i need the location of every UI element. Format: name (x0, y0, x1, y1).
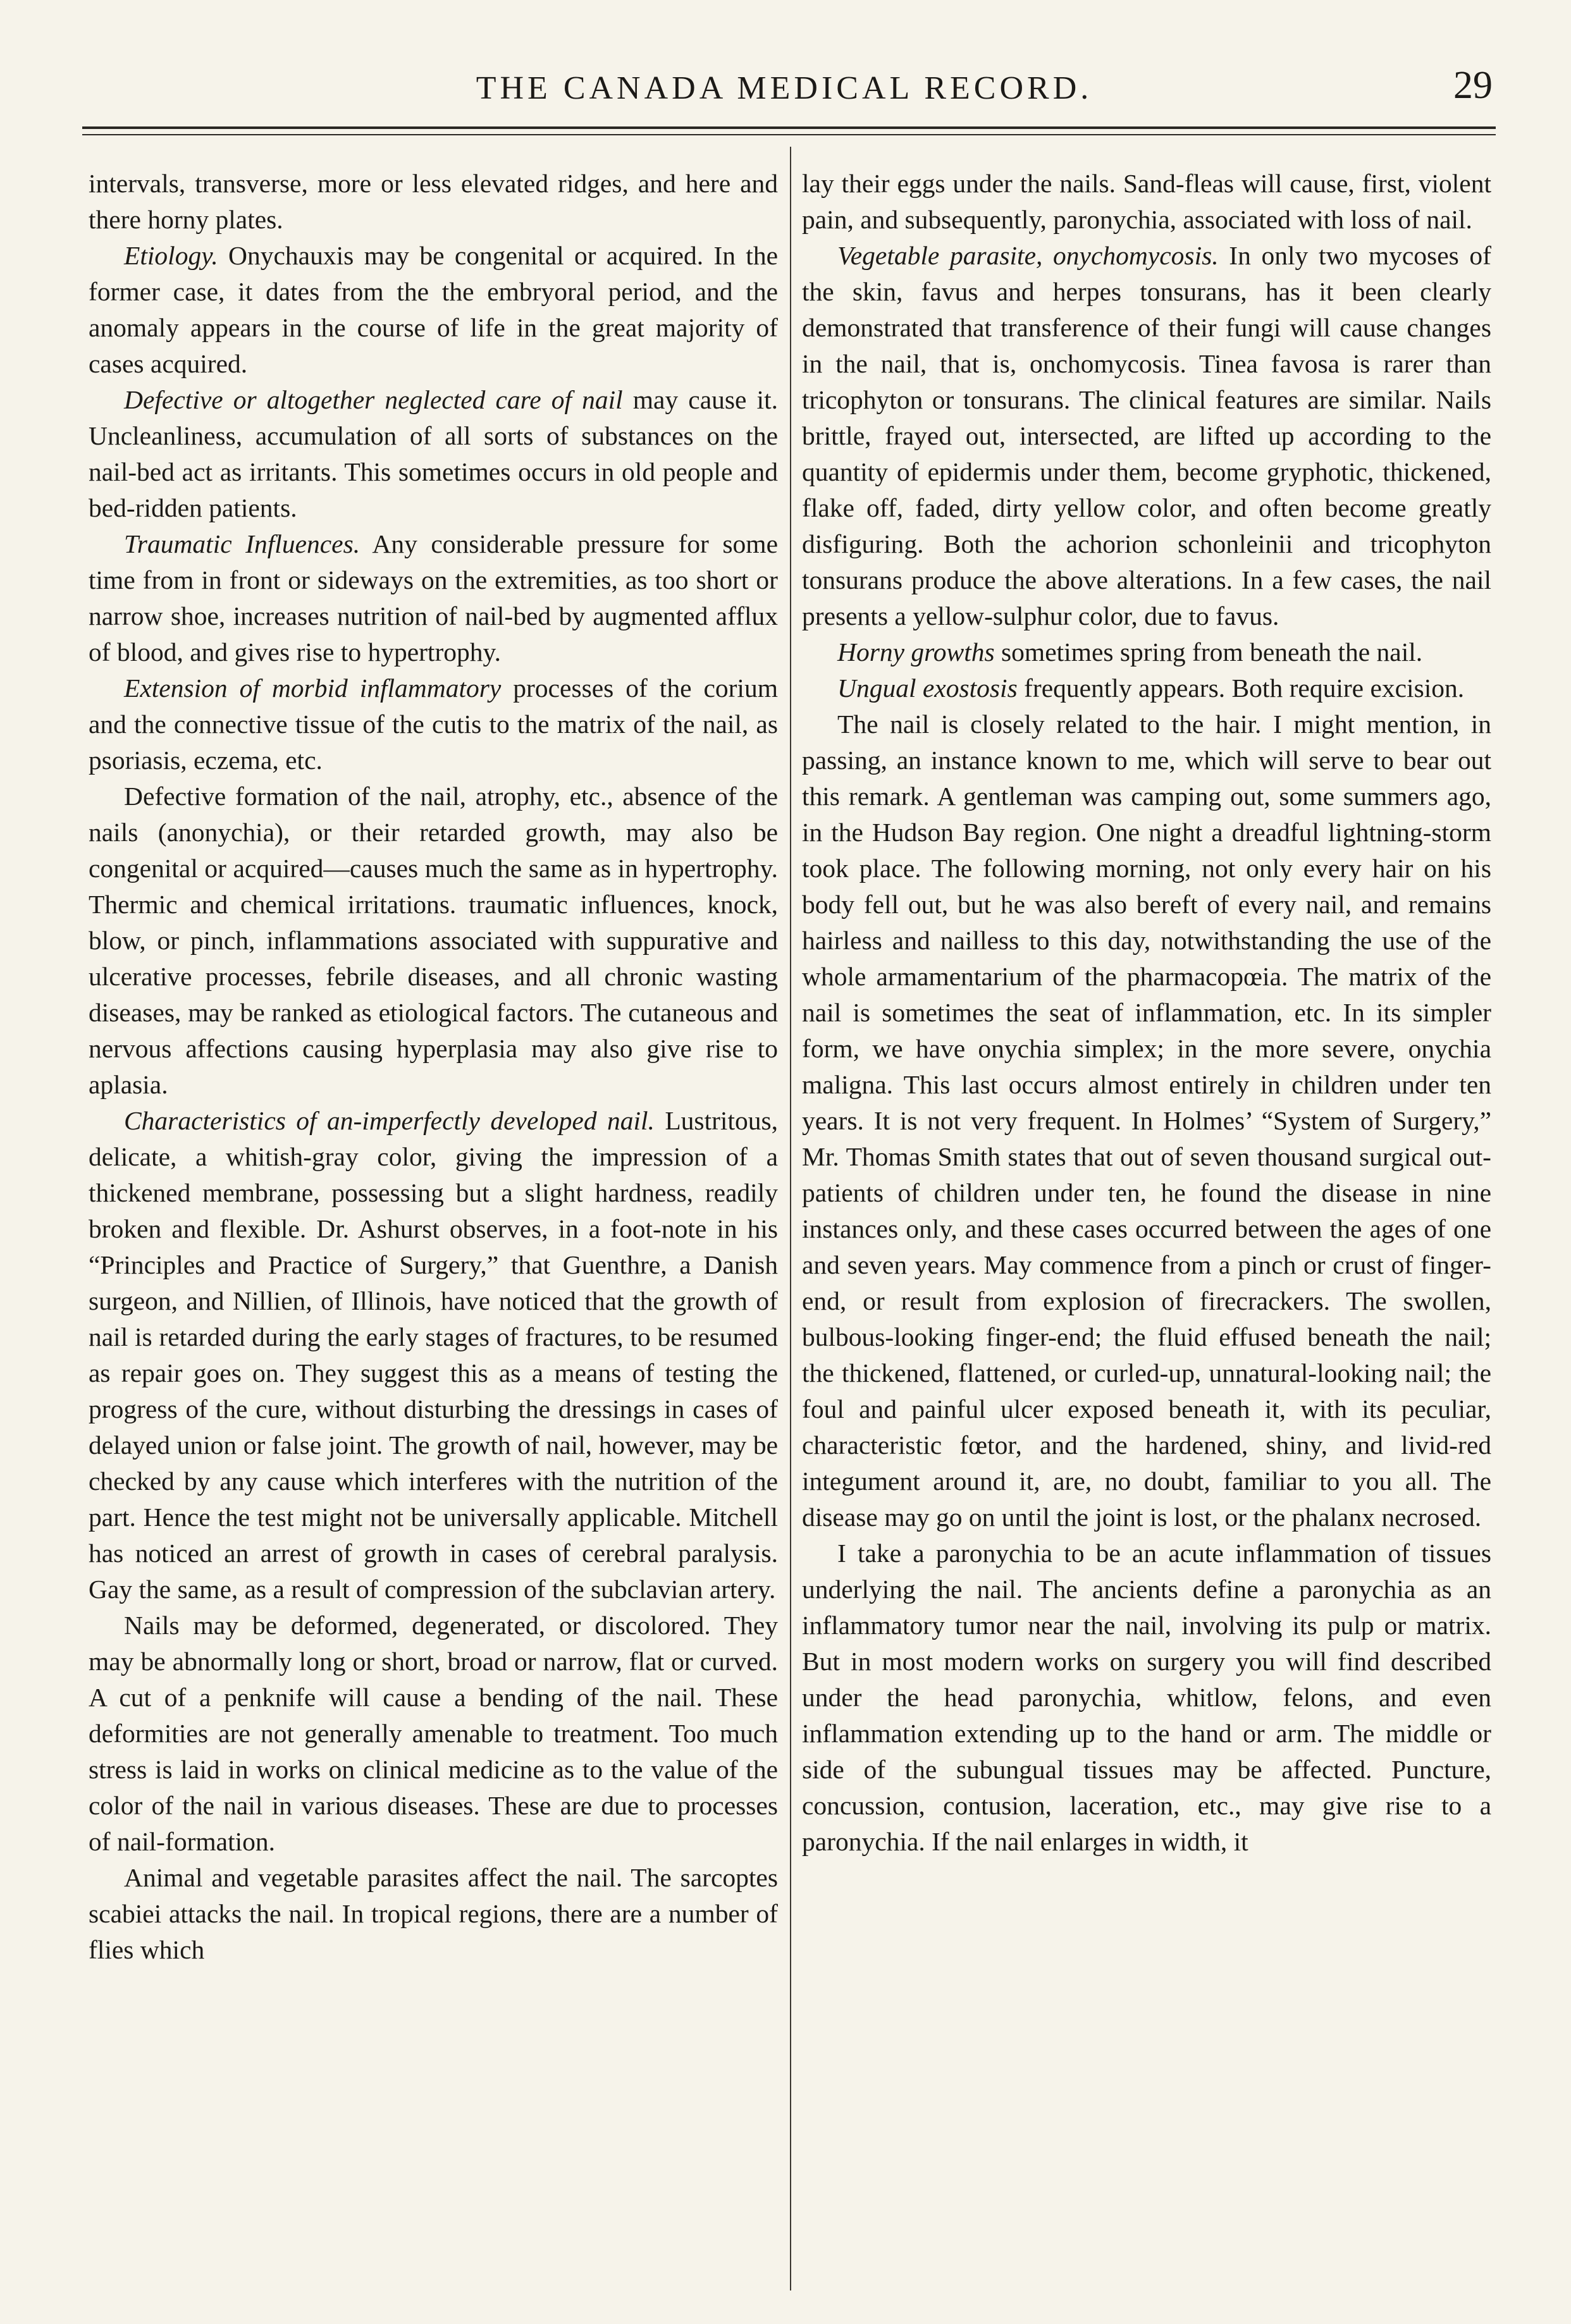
paragraph-heading: Etiology. (124, 241, 218, 270)
paragraph-text: In only two mycoses of the skin, favus and herpes tonsurans, has it been clearly demonstrated that transference of their fungi will cause changes in the nail, that is, onchomycosis. Tinea favosa is rarer than tricophyton or tonsurans. The clinical features are similar. Nails brittle, frayed out, intersected, are lifted up according to the quantity of epidermis under them, become gryphotic, thickened, flake off, faded, dirty yellow color, and often become greatly disfiguring. Both the achorion schonleinii and tricophyton tonsurans produce the above alterations. In a few cases, the nail presents a yellow-sulphur color, due to favus. (802, 241, 1492, 630)
paragraph-heading: Ungual exostosis (837, 673, 1018, 703)
paragraph (89, 778, 778, 1103)
paragraph-heading: Characteristics of an-imperfectly developed nail. (124, 1106, 655, 1135)
paragraph (802, 670, 1491, 706)
paragraph (89, 382, 778, 526)
paragraph (802, 634, 1491, 670)
paragraph-text: Animal and vegetable parasites affect the nail. The sarcoptes scabiei attacks the nail. In tropical regions, there are a number of flies which (89, 1863, 778, 1964)
paragraph (89, 1860, 778, 1968)
paragraph (89, 166, 778, 238)
paragraph (89, 1608, 778, 1860)
paragraph-text: may cause it. Uncleanliness, accumulation of all sorts of substances on the nail-bed act as irritants. This sometimes occurs in old people and bed-ridden patients. (89, 385, 778, 522)
paragraph-text: lay their eggs under the nails. Sand-fleas will cause, first, violent pain, and subsequently, paronychia, associated with loss of nail. (802, 169, 1491, 234)
paragraph (802, 706, 1491, 1535)
page-header (76, 58, 1493, 115)
left-column (89, 166, 778, 2290)
paragraph-text: Lustritous, delicate, a whitish-gray color, giving the impression of a thickened membrane, possessing but a slight hardness, readily broken and flexible. Dr. Ashurst observes, in a foot-note in his “Principles and Practice of Surgery,” that Guenthre, a Danish surgeon, and Nillien, of Illinois, have noticed that the growth of nail is retarded during the early stages of fractures, to be resumed as repair goes on. They suggest this as a means of testing the progress of the cure, without disturbing the dressings in cases of delayed union or false joint. The growth of nail, however, may be checked by any cause which interferes with the nutrition of the part. Hence the test might not be universally applicable. Mitchell has noticed an arrest of growth in cases of cerebral paralysis. Gay the same, as a result of compression of the subclavian artery. (89, 1106, 779, 1604)
page-number: 29 (1453, 64, 1493, 107)
column-divider (790, 147, 791, 2290)
paragraph-text: Nails may be deformed, degenerated, or discolored. They may be abnormally long or short, broad or narrow, flat or curved. A cut of a penknife will cause a bending of the nail. These deformities are not generally amenable to treatment. Too much stress is laid in works on clinical medicine as to the value of the color of the nail in various diseases. These are due to processes of nail-formation. (89, 1611, 778, 1856)
header-rule-thick (82, 126, 1496, 129)
right-column (802, 166, 1491, 2290)
paragraph (89, 670, 778, 778)
header-rule-thin (82, 134, 1496, 135)
paragraph-text: Any considerable pressure for some time from in front or sideways on the extremities, as too short or narrow shoe, increases nutrition of nail-bed by augmented afflux of blood, and gives rise to hypertrophy. (89, 529, 778, 667)
paragraph (802, 1535, 1491, 1860)
paragraph (89, 1103, 778, 1608)
paragraph-text: processes of the corium and the connective tissue of the cutis to the matrix of the nail, as psoriasis, eczema, etc. (89, 673, 778, 775)
paragraph-heading: Extension of morbid inflammatory (124, 673, 502, 703)
paragraph-text: sometimes spring from beneath the nail. (994, 637, 1423, 667)
paragraph-text: Onychauxis may be congenital or acquired. In the former case, it dates from the the embryoral period, and the anomaly appears in the course of life in the great majority of cases acquired. (89, 241, 778, 378)
paragraph-text: The nail is closely related to the hair. I might mention, in passing, an instance known to me, which will serve to bear out this remark. A gentleman was camping out, some summers ago, in the Hudson Bay region. One night a dreadful lightning-storm took place. The following morning, not only every hair on his body fell out, but he was also bereft of every nail, and remains hairless and nailless to this day, notwithstanding the use of the whole armamentarium of the pharmacopœia. The matrix of the nail is sometimes the seat of inflammation, etc. In its simpler form, we have onychia simplex; in the more severe, onychia maligna. This last occurs almost entirely in children under ten years. It is not very frequent. In Holmes’ “System of Surgery,” Mr. Thomas Smith states that out of seven thousand surgical out-patients of children under ten, he found the disease in nine instances only, and these cases occurred between the ages of one and seven years. May commence from a pinch or crust of finger-end, or result from explosion of firecrackers. The swollen, bulbous-looking finger-end; the fluid effused beneath the nail; the thickened, flattened, or curled-up, unnatural-looking nail; the foul and painful ulcer exposed beneath it, with its peculiar, characteristic fœtor, and the hardened, shiny, and livid-red integument around it, are, no doubt, familiar to you all. The disease may go on until the joint is lost, or the phalanx necrosed. (802, 710, 1491, 1532)
paragraph-heading: Vegetable parasite, onychomycosis. (837, 241, 1219, 270)
paragraph-heading: Horny growths (837, 637, 995, 667)
paragraph-heading: Traumatic Influences. (124, 529, 360, 558)
paragraph (89, 238, 778, 382)
paragraph (89, 526, 778, 670)
paragraph (802, 166, 1491, 238)
paragraph-text: I take a paronychia to be an acute inflammation of tissues underlying the nail. The ancients define a paronychia as an inflammatory tumor near the nail, involving its pulp or matrix. But in most modern works on surgery you will find described under the head paronychia, whitlow, felons, and even inflammation extending up to the hand or arm. The middle or side of the subungual tissues may be affected. Puncture, concussion, contusion, laceration, etc., may give rise to a paronychia. If the nail enlarges in width, it (802, 1539, 1491, 1856)
paragraph-text: Defective formation of the nail, atrophy, etc., absence of the nails (anonychia), or their retarded growth, may also be congenital or acquired—causes much the same as in hypertrophy. Thermic and chemical irritations. traumatic influences, knock, blow, or pinch, inflammations associated with suppurative and ulcerative processes, febrile diseases, and all chronic wasting diseases, may be ranked as etiological factors. The cutaneous and nervous affections causing hyperplasia may also give rise to aplasia. (89, 782, 778, 1099)
running-title: THE CANADA MEDICAL RECORD. (476, 70, 1093, 106)
paragraph-heading: Defective or altogether neglected care of nail (124, 385, 623, 414)
paragraph (802, 238, 1491, 634)
paragraph-text: intervals, transverse, more or less elevated ridges, and here and there horny plates. (89, 169, 778, 234)
paragraph-text: frequently appears. Both require excision. (1017, 673, 1465, 703)
